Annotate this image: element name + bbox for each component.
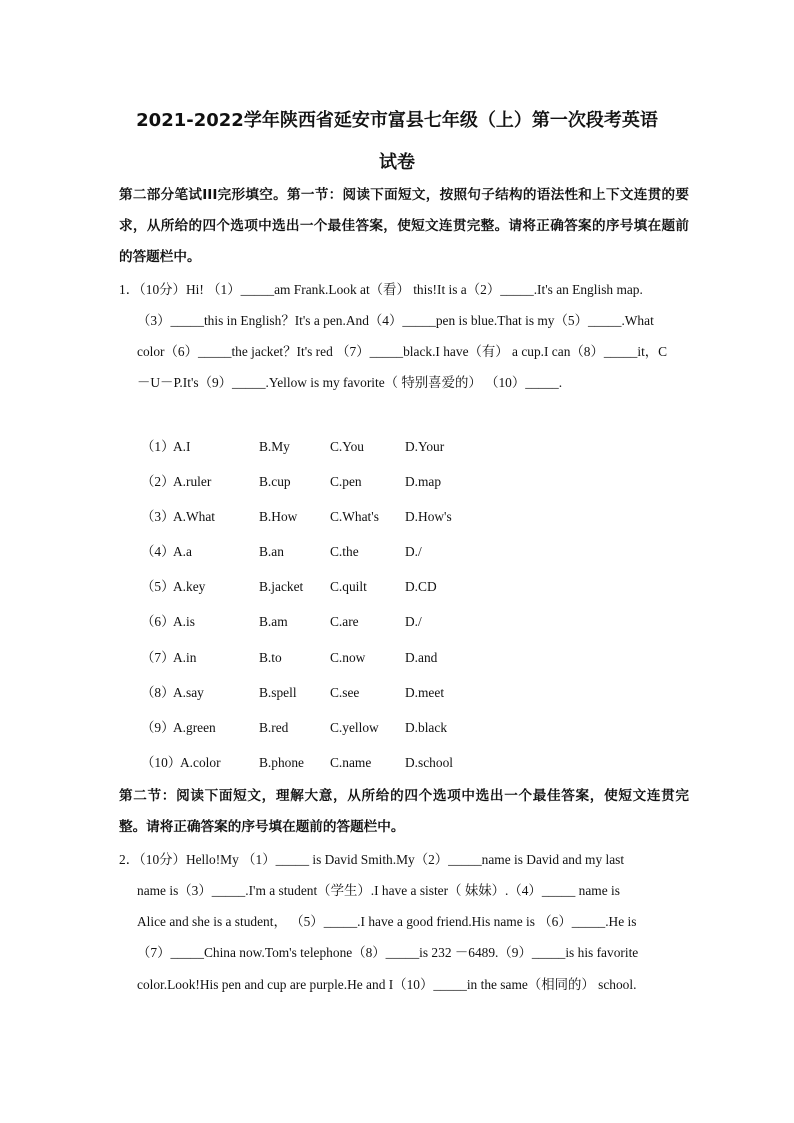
option-number: （3） <box>141 509 175 524</box>
option-c: C.are <box>330 614 359 629</box>
question2-line: name is（3）_____.I'm a student（学生）.I have a sister（ 妹妹）.（4）_____ name is <box>137 883 620 898</box>
option-a: A.a <box>173 544 192 559</box>
question2-line: color.Look!His pen and cup are purple.He and I（10）_____in the same（相同的） school. <box>137 977 637 992</box>
option-a: A.color <box>180 755 221 770</box>
option-d: D.CD <box>405 579 437 594</box>
option-b: B.am <box>259 614 288 629</box>
option-a: A.What <box>173 509 216 524</box>
option-number: （9） <box>141 720 175 735</box>
option-c: C.the <box>330 544 359 559</box>
option-b: B.to <box>259 650 282 665</box>
question1-line: （3）_____this in English？It's a pen.And（4）_____pen is blue.That is my（5）_____.What <box>137 313 654 328</box>
option-number: （1） <box>141 439 175 454</box>
option-number: （4） <box>141 544 175 559</box>
option-d: D.meet <box>405 685 445 700</box>
option-number: （8） <box>141 685 175 700</box>
option-d: D./ <box>405 614 422 629</box>
option-a: A.say <box>173 685 204 700</box>
option-b: B.red <box>259 720 289 735</box>
option-a: A.is <box>173 614 195 629</box>
option-a: A.in <box>173 650 197 665</box>
option-d: D.How's <box>405 509 452 524</box>
question1-line: －U－P.It's（9）_____.Yellow is my favorite（ 特别喜爱的） （10）_____. <box>137 375 563 390</box>
document-title-line1: 2021-2022学年陕西省延安市富县七年级（上）第一次段考英语 <box>136 110 658 131</box>
option-b: B.My <box>259 439 290 454</box>
question2-line: Alice and she is a student， （5）_____.I have a good friend.His name is （6）_____.He is <box>137 914 637 929</box>
option-b: B.cup <box>259 474 291 489</box>
option-c: C.pen <box>330 474 362 489</box>
option-d: D.Your <box>405 439 445 454</box>
option-number: （6） <box>141 614 175 629</box>
option-c: C.quilt <box>330 579 367 594</box>
question2-line: 2．（10分）Hello!My （1）_____ is David Smith.My（2）_____name is David and my last <box>119 852 625 867</box>
option-b: B.jacket <box>259 579 304 594</box>
option-c: C.name <box>330 755 372 770</box>
option-number: （2） <box>141 474 175 489</box>
option-number: （7） <box>141 650 175 665</box>
option-c: C.see <box>330 685 360 700</box>
question1-line: 1．（10分）Hi! （1）_____am Frank.Look at（看） this!It is a（2）_____.It's an English map. <box>119 282 643 297</box>
option-c: C.now <box>330 650 366 665</box>
option-d: D.map <box>405 474 442 489</box>
option-b: B.an <box>259 544 284 559</box>
section1-heading: 第二部分笔试III完形填空。第一节：阅读下面短文，按照句子结构的语法性和上下文连贯的要求，从所给的四个选项中选出一个最佳答案，使短文连贯完整。请将正确答案的序号填在题前的答题栏中。 <box>119 187 689 265</box>
option-c: C.You <box>330 439 364 454</box>
option-d: D.school <box>405 755 453 770</box>
option-d: D.and <box>405 650 438 665</box>
question1-line: color（6）_____the jacket？It's red （7）_____black.I have（有） a cup.I can（8）_____it，C <box>137 344 668 359</box>
option-b: B.How <box>259 509 298 524</box>
option-number: （10） <box>141 755 182 770</box>
section2-heading: 第二节：阅读下面短文，理解大意，从所给的四个选项中选出一个最佳答案，使短文连贯完整。请将正确答案的序号填在题前的答题栏中。 <box>119 788 689 835</box>
option-d: D.black <box>405 720 448 735</box>
option-a: A.key <box>173 579 206 594</box>
option-c: C.yellow <box>330 720 379 735</box>
question2-line: （7）_____China now.Tom's telephone（8）_____is 232 －6489.（9）_____is his favorite <box>137 945 639 960</box>
option-d: D./ <box>405 544 422 559</box>
option-b: B.phone <box>259 755 305 770</box>
option-number: （5） <box>141 579 175 594</box>
option-b: B.spell <box>259 685 297 700</box>
option-c: C.What's <box>330 509 379 524</box>
option-a: A.I <box>173 439 191 454</box>
option-a: A.ruler <box>173 474 212 489</box>
document-title-line2: 试卷 <box>379 152 415 173</box>
option-a: A.green <box>173 720 216 735</box>
